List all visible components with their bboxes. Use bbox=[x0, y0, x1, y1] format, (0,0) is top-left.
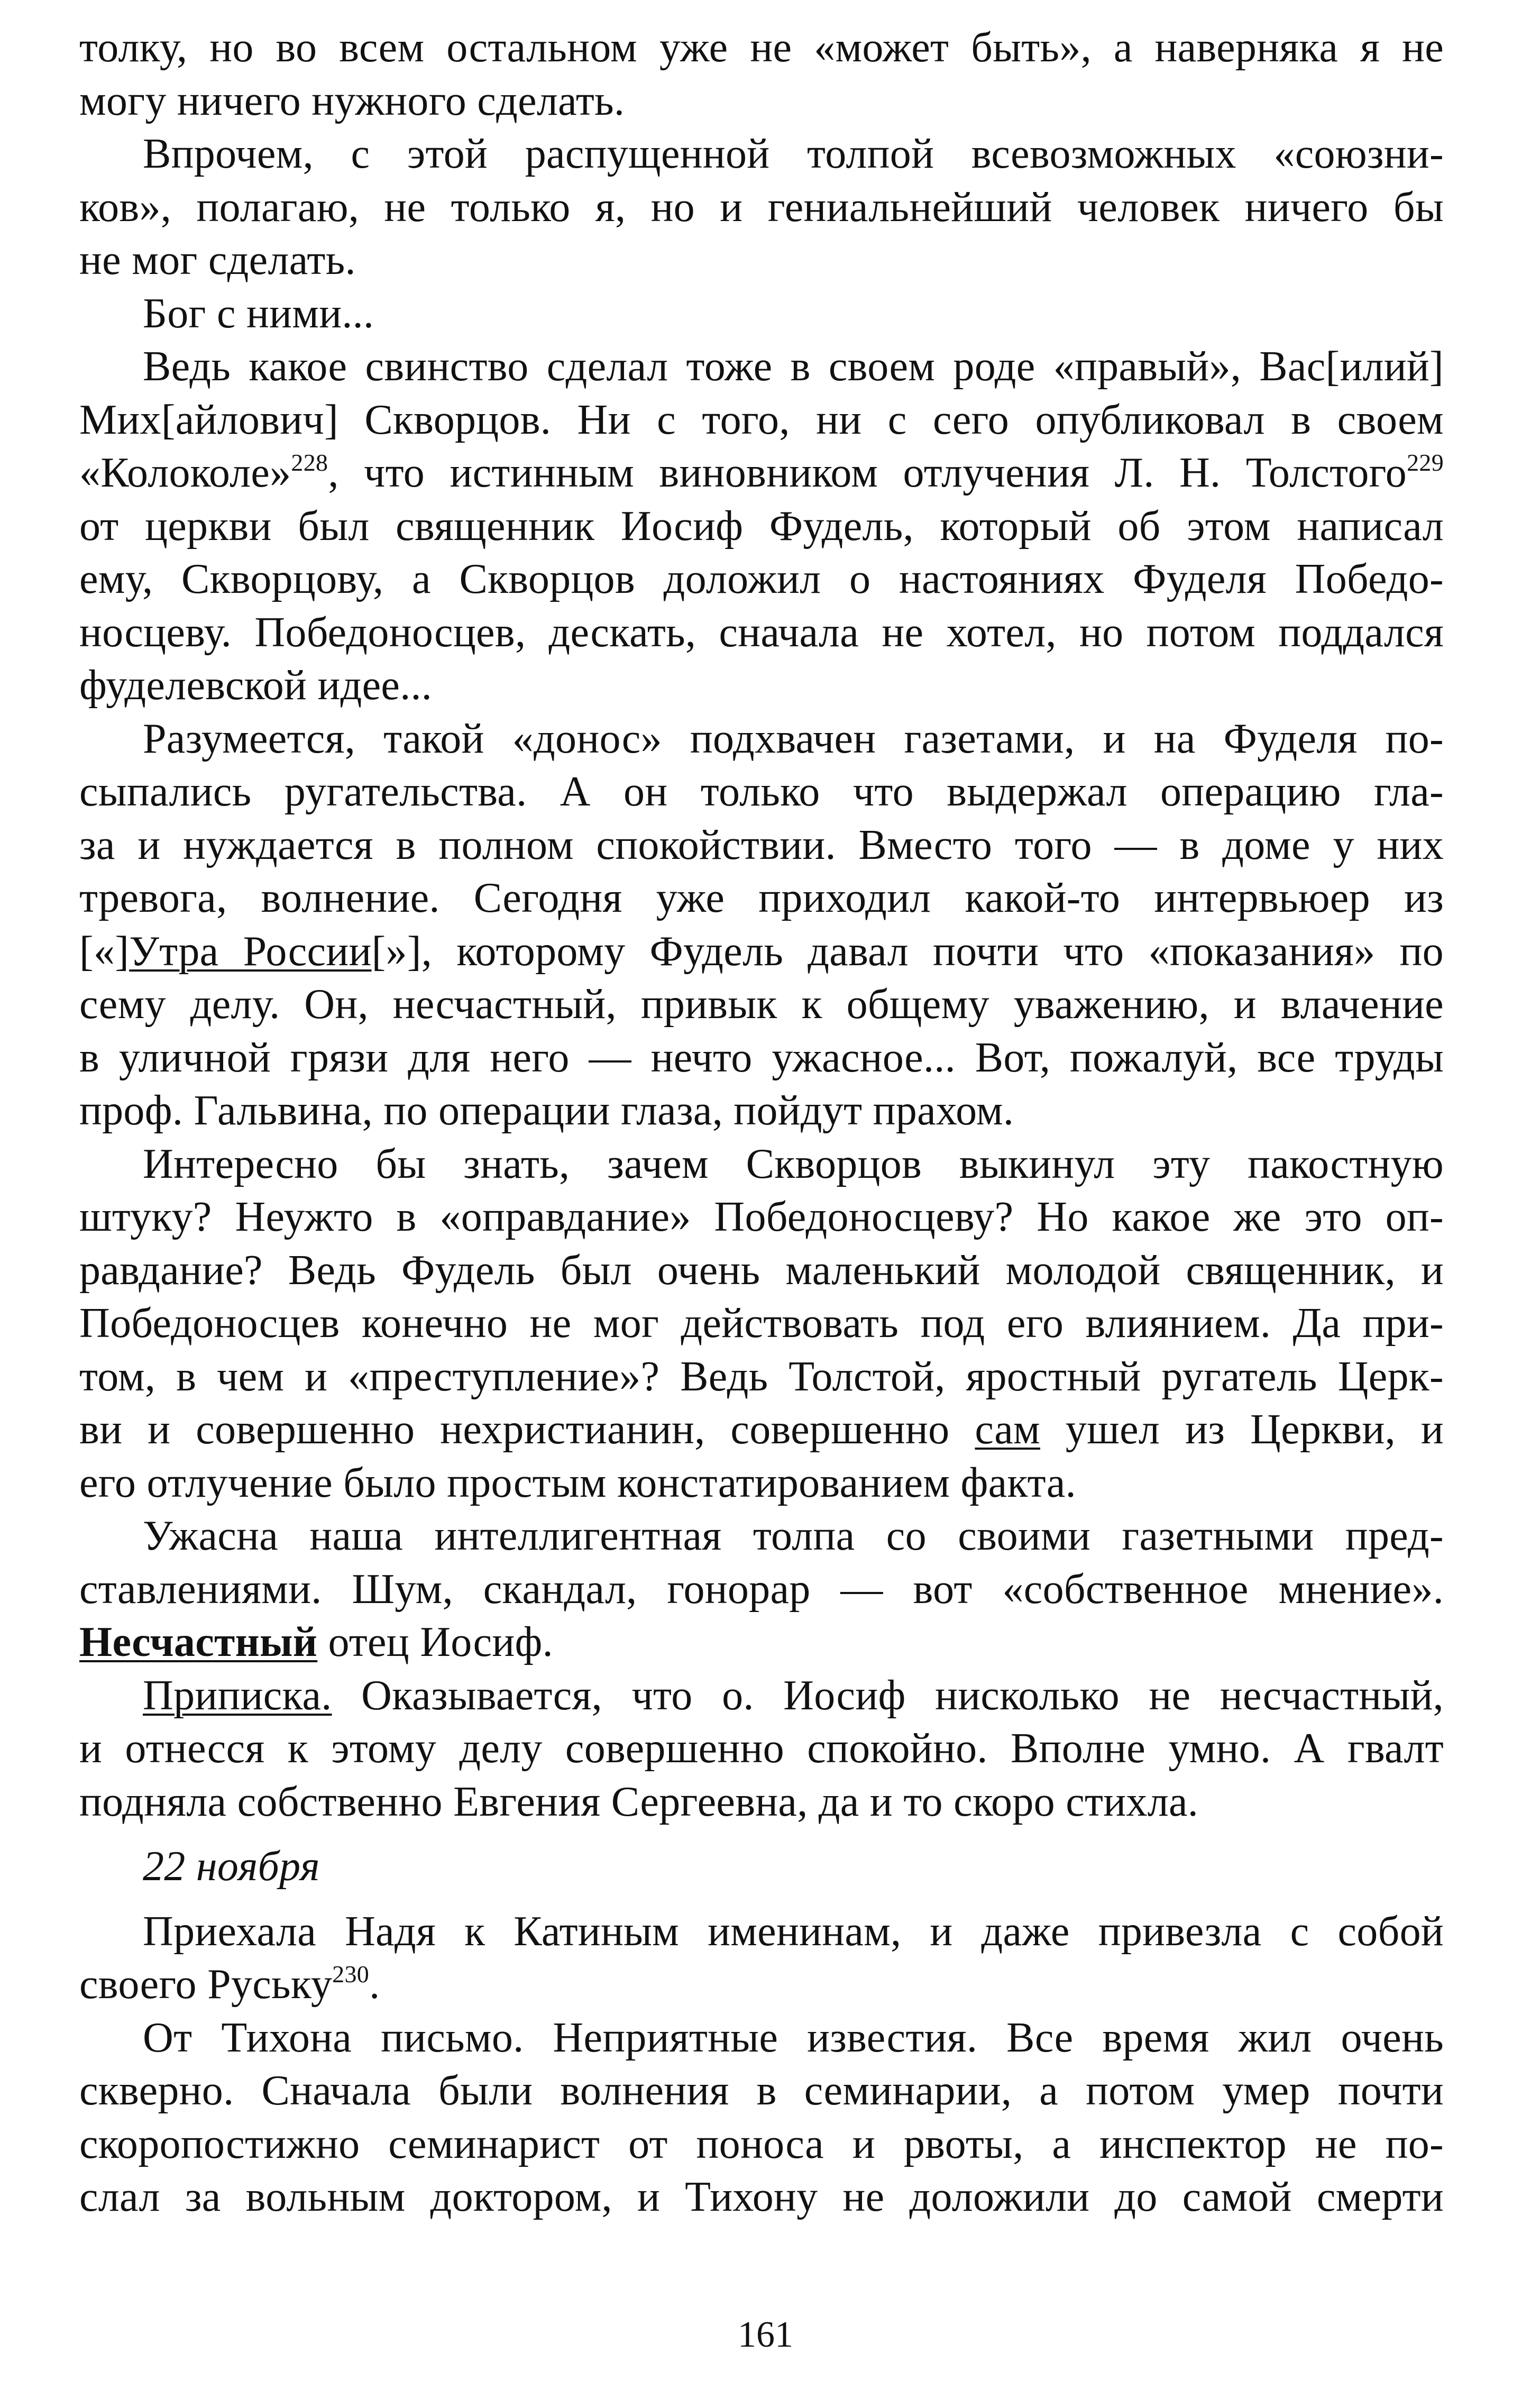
text-line: его отлучение было простым констатированием факта. bbox=[79, 1459, 1076, 1506]
text-line: Бог с ними... bbox=[143, 290, 374, 337]
text-line: том, в чем и «преступление»? Ведь Толстой, яростный ругатель Церк- bbox=[79, 1353, 1444, 1400]
text-line: Интересно бы знать, зачем Скворцов выкинул эту пакостную bbox=[143, 1140, 1444, 1187]
text-segment: «Колоколе» bbox=[79, 450, 291, 496]
text-line bbox=[79, 1958, 1444, 2011]
paragraph-gap bbox=[79, 1828, 1444, 1840]
text-line: подняла собственно Евгения Сергеевна, да и то скоро стихла. bbox=[79, 1778, 1199, 1825]
text-line: От Тихона письмо. Неприятные известия. Все время жил очень bbox=[143, 2014, 1444, 2061]
text-line: проф. Гальвина, по операции глаза, пойдут прахом. bbox=[79, 1087, 1014, 1134]
text-line: толку, но во всем остальном уже не «может быть», а наверняка я не bbox=[79, 24, 1444, 71]
text-segment: [»], которому Фудель давал почти что «показания» по bbox=[371, 928, 1444, 975]
text-segment: Оказывается, что о. Иосиф нисколько не несчастный, bbox=[332, 1672, 1444, 1719]
text-segment: своего Руську bbox=[79, 1961, 333, 2008]
text-segment: отец Иосиф. bbox=[317, 1619, 553, 1665]
text-line bbox=[79, 1616, 1444, 1669]
text-line bbox=[79, 925, 1444, 978]
text-line: сему делу. Он, несчастный, привык к общему уважению, и влачение bbox=[79, 981, 1444, 1028]
paragraph-gap bbox=[79, 1893, 1444, 1905]
text-segment: , что истинным виновником отлучения Л. Н. Толстого bbox=[328, 450, 1407, 496]
text-line: в уличной грязи для него — нечто ужасное... Вот, пожалуй, все труды bbox=[79, 1034, 1444, 1081]
text-line: штуку? Неужто в «оправдание» Победоносцеву? Но какое же это оп- bbox=[79, 1194, 1444, 1240]
text-line: Победоносцев конечно не мог действовать под его влиянием. Да при- bbox=[79, 1300, 1444, 1347]
text-line: Впрочем, с этой распущенной толпой всевозможных «союзни- bbox=[143, 131, 1444, 177]
text-line: сыпались ругательства. А он только что выдержал операцию гла- bbox=[79, 768, 1444, 815]
text-line: скверно. Сначала были волнения в семинарии, а потом умер почти bbox=[79, 2067, 1444, 2114]
text-line: Разумеется, такой «донос» подхвачен газетами, и на Фуделя по- bbox=[143, 715, 1444, 762]
text-line: фуделевской идее... bbox=[79, 662, 433, 709]
text-segment: сам bbox=[975, 1406, 1040, 1453]
page-number: 161 bbox=[738, 2314, 793, 2355]
text-segment: ви и совершенно нехристианин, совершенно bbox=[79, 1406, 975, 1453]
text-segment: . bbox=[369, 1961, 380, 2008]
footnote-marker: 228 bbox=[291, 449, 328, 476]
text-line bbox=[79, 1403, 1444, 1457]
text-line bbox=[79, 446, 1444, 500]
text-segment: Несчастный bbox=[79, 1619, 318, 1665]
text-line: и отнесся к этому делу совершенно спокойно. Вполне умно. А гвалт bbox=[79, 1725, 1444, 1772]
text-line: Мих[айлович] Скворцов. Ни с того, ни с сего опубликовал в своем bbox=[79, 396, 1444, 443]
text-line: Ужасна наша интеллигентная толпа со своими газетными пред- bbox=[143, 1513, 1444, 1559]
text-line: Приехала Надя к Катиным именинам, и даже привезла с собой bbox=[143, 1908, 1444, 1955]
text-line: тревога, волнение. Сегодня уже приходил какой-то интервьюер из bbox=[79, 875, 1444, 921]
text-line: ставлениями. Шум, скандал, гонорар — вот «собственное мнение». bbox=[79, 1565, 1444, 1613]
page-body bbox=[79, 21, 1444, 2224]
text-line: от церкви был священник Иосиф Фудель, который об этом написал bbox=[79, 502, 1444, 550]
text-line: могу ничего нужного сделать. bbox=[79, 77, 625, 124]
text-segment: ушел из Церкви, и bbox=[1040, 1406, 1444, 1453]
footnote-marker: 230 bbox=[332, 1961, 370, 1988]
date-heading: 22 ноября bbox=[143, 1843, 320, 1890]
footnote-marker: 229 bbox=[1407, 449, 1444, 476]
text-line: ему, Скворцову, а Скворцов доложил о настояниях Фуделя Победо- bbox=[79, 556, 1444, 602]
text-segment: [«] bbox=[79, 928, 130, 975]
text-segment: Утра России bbox=[129, 928, 372, 975]
text-line bbox=[79, 1669, 1444, 1723]
text-line: за и нуждается в полном спокойствии. Вместо того — в доме у них bbox=[79, 821, 1444, 868]
text-line: равдание? Ведь Фудель был очень маленький молодой священник, и bbox=[79, 1247, 1444, 1294]
text-line: носцеву. Победоносцев, дескать, сначала не хотел, но потом поддался bbox=[79, 609, 1444, 656]
text-line: скоропостижно семинарист от поноса и рвоты, а инспектор не по- bbox=[79, 2120, 1444, 2167]
text-line: не мог сделать. bbox=[79, 237, 356, 283]
text-line: слал за вольным доктором, и Тихону не доложили до самой смерти bbox=[79, 2174, 1444, 2220]
text-line: ков», полагаю, не только я, но и гениальнейший человек ничего бы bbox=[79, 184, 1444, 231]
text-segment: Приписка. bbox=[143, 1672, 332, 1719]
text-line: Ведь какое свинство сделал тоже в своем роде «правый», Вас[илий] bbox=[143, 343, 1444, 390]
